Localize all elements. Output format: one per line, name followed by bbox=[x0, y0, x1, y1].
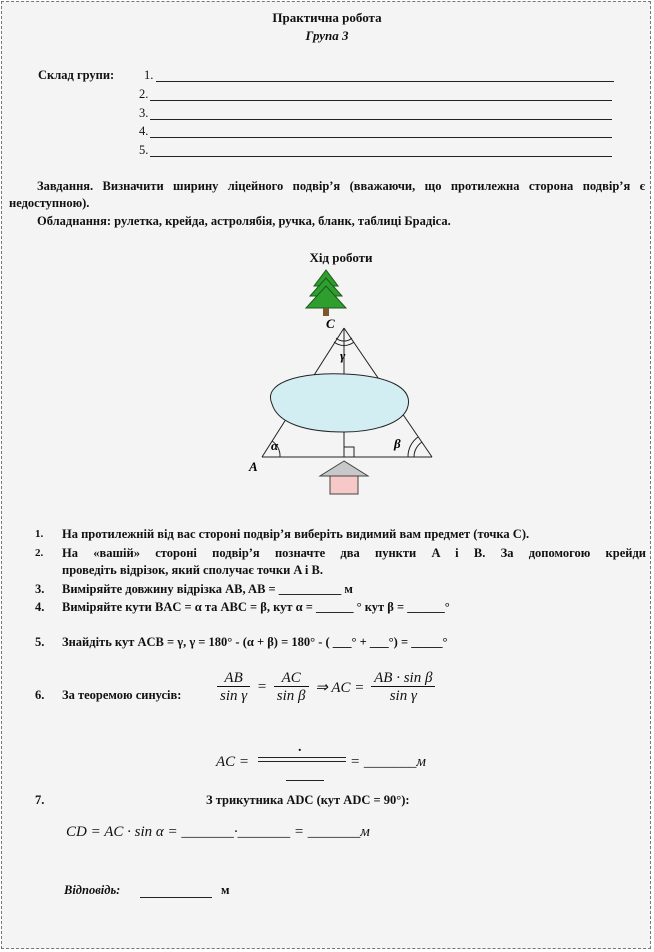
ac-right: = _______м bbox=[350, 754, 426, 770]
equipment-paragraph bbox=[37, 213, 647, 230]
member-line-1[interactable] bbox=[156, 81, 614, 82]
label-gamma: γ bbox=[340, 348, 346, 363]
ac-left: AC = bbox=[216, 754, 250, 770]
step-3-text: Виміряйте довжину відрізка AB, AB = __________ м bbox=[62, 582, 353, 596]
task-text: Визначити ширину ліцейного подвір’я (вважаючи, що протилежна сторона подвір’я є недоступною). bbox=[9, 179, 645, 210]
step-6-text: За теоремою синусів: bbox=[62, 688, 182, 702]
member-line-5[interactable] bbox=[150, 156, 612, 157]
step-2-text-line2: проведіть відрізок, який сполучає точки A і B. bbox=[62, 563, 323, 577]
label-a: A bbox=[249, 459, 258, 474]
f-sin-gamma: sin γ bbox=[220, 688, 248, 704]
step-number-3: 3. bbox=[35, 582, 45, 596]
member-number-2: 2. bbox=[139, 87, 149, 101]
step-number-2: 2. bbox=[35, 547, 44, 559]
label-beta: β bbox=[394, 436, 401, 451]
step-2-text-line1: На «вашій» стороні подвір’я позначте два пункти A і B. За допомогою крейди bbox=[62, 546, 646, 560]
courtyard-diagram bbox=[232, 264, 452, 504]
f-ab: AB bbox=[217, 670, 250, 687]
members-label: Склад групи: bbox=[38, 68, 115, 82]
f-sin-beta: sin β bbox=[276, 688, 306, 704]
cd-formula: CD = AC · sin α = _______·_______ = _______м bbox=[66, 824, 370, 840]
task-label: Завдання. bbox=[37, 179, 94, 193]
group-subtitle: Група 3 bbox=[305, 28, 349, 43]
ac-fraction-bar-top bbox=[258, 757, 346, 758]
step-number-1: 1. bbox=[35, 528, 44, 540]
right-angle-mark bbox=[344, 447, 354, 457]
pond-shape bbox=[270, 374, 408, 432]
house-icon bbox=[320, 461, 368, 494]
step-4-text: Виміряйте кути BAC = α та ABC = β, кут α = ______ ° кут β = ______° bbox=[62, 600, 450, 614]
label-c: C bbox=[326, 316, 335, 331]
procedure-title: Хід роботи bbox=[309, 250, 373, 265]
member-number-4: 4. bbox=[139, 124, 149, 138]
ac-calculation bbox=[216, 754, 249, 771]
step-1-text: На протилежній від вас стороні подвір’я виберіть видимий вам предмет (точка C). bbox=[62, 527, 530, 541]
f-ac: AC bbox=[274, 670, 309, 687]
ac-fraction-bar bbox=[258, 761, 346, 762]
sine-theorem-formula bbox=[214, 670, 438, 705]
member-line-3[interactable] bbox=[150, 119, 612, 120]
f-den: sin γ bbox=[389, 688, 417, 704]
step-number-7: 7. bbox=[35, 793, 45, 807]
step-7-text: З трикутника ADC (кут ADC = 90°): bbox=[206, 793, 410, 807]
answer-unit: м bbox=[221, 883, 230, 897]
answer-label: Відповідь: bbox=[64, 883, 121, 897]
page-title: Практична робота bbox=[272, 10, 382, 25]
equipment-label: Обладнання: bbox=[37, 214, 112, 228]
answer-blank[interactable] bbox=[140, 897, 212, 898]
member-line-2[interactable] bbox=[150, 100, 612, 101]
step-5-text: Знайдіть кут ACB = γ, γ = 180° - (α + β) = 180° - ( ___° + ___°) = _____° bbox=[62, 635, 448, 649]
f-num: AB · sin β bbox=[371, 670, 435, 687]
label-alpha: α bbox=[271, 438, 279, 453]
member-number-3: 3. bbox=[139, 106, 149, 120]
step-number-4: 4. bbox=[35, 600, 45, 614]
member-number-1: 1. bbox=[144, 68, 154, 82]
f-eq: = bbox=[256, 679, 268, 695]
ac-numerator-dot: . bbox=[298, 740, 302, 755]
worksheet-page bbox=[1, 1, 651, 949]
task-paragraph bbox=[9, 178, 645, 212]
member-number-5: 5. bbox=[139, 143, 149, 157]
equipment-text: рулетка, крейда, астролябія, ручка, бланк, таблиці Брадіса. bbox=[114, 214, 451, 228]
beta-arc bbox=[414, 442, 422, 457]
member-line-4[interactable] bbox=[150, 137, 612, 138]
tree-icon bbox=[306, 270, 346, 316]
f-implies: ⇒ AC = bbox=[315, 680, 365, 696]
step-number-5: 5. bbox=[35, 635, 45, 649]
step-number-6: 6. bbox=[35, 688, 45, 702]
ac-denominator-blank[interactable] bbox=[286, 780, 324, 781]
